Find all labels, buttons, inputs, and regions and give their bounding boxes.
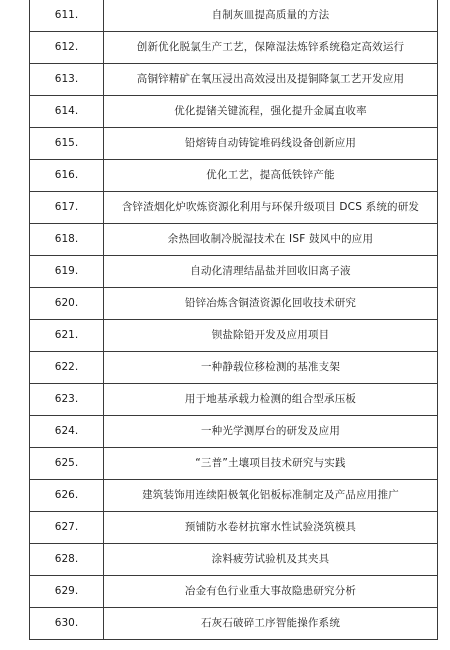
project-title: 优化提锗关键流程，强化提升金属直收率 bbox=[104, 96, 438, 128]
project-title: 建筑装饰用连续阳极氧化铝板标准制定及产品应用推广 bbox=[104, 480, 438, 512]
row-number: 627. bbox=[30, 512, 104, 544]
table-row bbox=[30, 512, 438, 544]
project-title: 自动化清理结晶盐并回收旧离子液 bbox=[104, 256, 438, 288]
row-number: 623. bbox=[30, 384, 104, 416]
table-row bbox=[30, 128, 438, 160]
table-row bbox=[30, 64, 438, 96]
table-row bbox=[30, 96, 438, 128]
project-title: 优化工艺，提高低铁锌产能 bbox=[104, 160, 438, 192]
table-row bbox=[30, 608, 438, 640]
project-title: 石灰石破碎工序智能操作系统 bbox=[104, 608, 438, 640]
row-number: 620. bbox=[30, 288, 104, 320]
row-number: 613. bbox=[30, 64, 104, 96]
project-title: “三普”土壤项目技术研究与实践 bbox=[104, 448, 438, 480]
project-table-body bbox=[30, 0, 438, 640]
project-title: 一种光学测厚台的研发及应用 bbox=[104, 416, 438, 448]
project-title: 铅锌冶炼含铜渣资源化回收技术研究 bbox=[104, 288, 438, 320]
row-number: 616. bbox=[30, 160, 104, 192]
row-number: 615. bbox=[30, 128, 104, 160]
project-title: 预铺防水卷材抗窜水性试验浇筑模具 bbox=[104, 512, 438, 544]
table-row bbox=[30, 352, 438, 384]
row-number: 625. bbox=[30, 448, 104, 480]
project-title: 铅熔铸自动铸锭堆码线设备创新应用 bbox=[104, 128, 438, 160]
project-title: 创新优化脱氯生产工艺，保障湿法炼锌系统稳定高效运行 bbox=[104, 32, 438, 64]
row-number: 630. bbox=[30, 608, 104, 640]
table-row bbox=[30, 480, 438, 512]
table-row bbox=[30, 0, 438, 32]
project-table bbox=[29, 0, 438, 640]
table-row bbox=[30, 224, 438, 256]
row-number: 628. bbox=[30, 544, 104, 576]
row-number: 614. bbox=[30, 96, 104, 128]
project-title: 一种静载位移检测的基准支架 bbox=[104, 352, 438, 384]
row-number: 617. bbox=[30, 192, 104, 224]
table-row bbox=[30, 576, 438, 608]
row-number: 622. bbox=[30, 352, 104, 384]
row-number: 618. bbox=[30, 224, 104, 256]
row-number: 611. bbox=[30, 0, 104, 32]
row-number: 626. bbox=[30, 480, 104, 512]
row-number: 621. bbox=[30, 320, 104, 352]
project-title: 涂料疲劳试验机及其夹具 bbox=[104, 544, 438, 576]
table-row bbox=[30, 384, 438, 416]
project-title: 余热回收制冷脱湿技术在 ISF 鼓风中的应用 bbox=[104, 224, 438, 256]
project-title: 钡盐除铅开发及应用项目 bbox=[104, 320, 438, 352]
project-title: 含锌渣烟化炉吹炼资源化利用与环保升级项目 DCS 系统的研发 bbox=[104, 192, 438, 224]
project-title: 自制灰皿提高质量的方法 bbox=[104, 0, 438, 32]
table-row bbox=[30, 544, 438, 576]
table-row bbox=[30, 288, 438, 320]
table-row bbox=[30, 448, 438, 480]
project-title: 用于地基承载力检测的组合型承压板 bbox=[104, 384, 438, 416]
table-row bbox=[30, 192, 438, 224]
row-number: 612. bbox=[30, 32, 104, 64]
row-number: 619. bbox=[30, 256, 104, 288]
row-number: 629. bbox=[30, 576, 104, 608]
project-title: 高铜锌精矿在氧压浸出高效浸出及提铜降氯工艺开发应用 bbox=[104, 64, 438, 96]
table-row bbox=[30, 32, 438, 64]
table-row bbox=[30, 256, 438, 288]
project-title: 冶金有色行业重大事故隐患研究分析 bbox=[104, 576, 438, 608]
row-number: 624. bbox=[30, 416, 104, 448]
table-row bbox=[30, 160, 438, 192]
table-row bbox=[30, 416, 438, 448]
table-row bbox=[30, 320, 438, 352]
